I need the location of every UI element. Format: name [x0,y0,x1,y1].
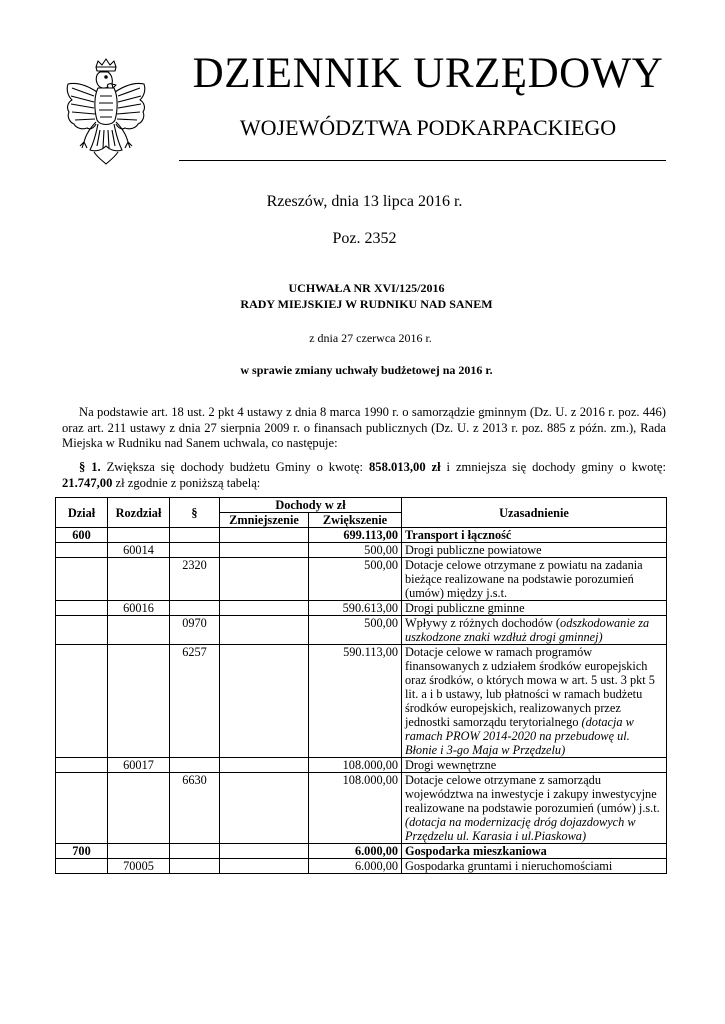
cell-paragraf [170,601,220,616]
cell-dzial [56,558,108,601]
cell-paragraf: 2320 [170,558,220,601]
paragraph-1-text-a: Zwiększa się dochody budżetu Gminy o kwotę: [100,460,369,474]
cell-rozdzial [108,773,170,844]
cell-dzial [56,543,108,558]
cell-dzial: 700 [56,844,108,859]
legal-basis: Na podstawie art. 18 ust. 2 pkt 4 ustawy z dnia 8 marca 1990 r. o samorządzie gminnym (Dz. U. z 2016 r. poz. 446) oraz art. 211 ustawy z dnia 27 sierpnia 2009 r. o finansach publicznych (Dz. U. z 2013 r. poz. 885 z późn. zm.), Rada Miejska w Rudniku nad Sanem uchwala, co następuje: [62,405,666,450]
header-divider [179,160,666,161]
cell-paragraf [170,758,220,773]
cell-rozdzial [108,558,170,601]
position-number: Poz. 2352 [332,230,397,247]
cell-dzial [56,616,108,645]
resolution-date: z dnia 27 czerwca 2016 r. [309,331,432,345]
cell-rozdzial: 70005 [108,859,170,874]
cell-dzial [56,645,108,758]
table-row [56,528,667,543]
table-row [56,773,667,844]
gazette-subtitle: WOJEWÓDZTWA PODKARPACKIEGO [239,115,617,140]
resolution-subject: w sprawie zmiany uchwały budżetowej na 2016 r. [240,363,493,377]
cell-uzasadnienie: Wpływy z różnych dochodów (odszkodowanie za uszkodzone znaki wzdłuż drogi gminnej) [402,616,667,645]
cell-zmniejszenie [220,528,309,543]
budget-table [55,497,667,874]
polish-eagle-emblem-icon [60,58,152,166]
header-zmniejszenie: Zmniejszenie [220,513,309,528]
header-paragraf: § [170,498,220,528]
cell-uzasadnienie: Drogi publiczne gminne [402,601,667,616]
cell-paragraf [170,543,220,558]
cell-note: (dotacja na modernizację dróg dojazdowych w Przędzelu ul. Karasia i ul.Piaskowa) [405,815,636,843]
cell-uzasadnienie: Dotacje celowe w ramach programów finansowanych z udziałem środków europejskich oraz środków, o których mowa w art. 5 ust. 3 pkt 5 lit. a i b ustawy, lub płatności w ramach budżetu środków europejskich, realizowanych przez jednostki samorządu terytorialnego (dotacja w ramach PROW 2014-2020 na przebudowę ul. Błonie i 3-go Maja w Przędzelu) [402,645,667,758]
cell-zmniejszenie [220,543,309,558]
cell-note: odszkodowanie za uszkodzone znaki wzdłuż drogi gminnej) [405,616,650,644]
cell-dzial [56,758,108,773]
cell-zwiekszenie: 500,00 [309,558,402,601]
resolution-council: RADY MIEJSKIEJ W RUDNIKU NAD SANEM [240,297,493,311]
gazette-title: DZIENNIK URZĘDOWY [192,50,664,97]
cell-note: (dotacja w ramach PROW 2014-2020 na przebudowę ul. Błonie i 3-go Maja w Przędzelu) [405,715,634,757]
cell-uzasadnienie: Dotacje celowe otrzymane z samorządu województwa na inwestycje i zakupy inwestycyjne realizowane na podstawie porozumień (umów) j.s.t. (dotacja na modernizację dróg dojazdowych w Przędzelu ul. Karasia i ul.Piaskowa) [402,773,667,844]
cell-paragraf: 6630 [170,773,220,844]
paragraph-1 [62,460,666,491]
cell-uzasadnienie: Gospodarka mieszkaniowa [402,844,667,859]
cell-rozdzial: 60017 [108,758,170,773]
cell-rozdzial [108,528,170,543]
cell-rozdzial: 60014 [108,543,170,558]
table-row [56,543,667,558]
place-date: Rzeszów, dnia 13 lipca 2016 r. [266,193,463,210]
cell-zwiekszenie: 590.613,00 [309,601,402,616]
table-row [56,558,667,601]
table-row [56,601,667,616]
cell-paragraf: 0970 [170,616,220,645]
paragraph-1-text-b: i zmniejsza się dochody gminy o kwotę: [440,460,666,474]
cell-zmniejszenie [220,844,309,859]
cell-zwiekszenie: 500,00 [309,616,402,645]
cell-zmniejszenie [220,773,309,844]
header-dzial: Dział [56,498,108,528]
paragraph-1-amount-b: 21.747,00 [62,475,113,490]
cell-rozdzial [108,844,170,859]
resolution-number: UCHWAŁA NR XVI/125/2016 [288,281,445,295]
table-row [56,844,667,859]
cell-rozdzial [108,616,170,645]
paragraph-1-amount-a: 858.013,00 zł [368,460,441,474]
cell-zmniejszenie [220,758,309,773]
cell-uzasadnienie: Drogi publiczne powiatowe [402,543,667,558]
table-row [56,616,667,645]
header-uzasadnienie: Uzasadnienie [402,498,667,528]
cell-zwiekszenie: 108.000,00 [309,758,402,773]
cell-rozdzial: 60016 [108,601,170,616]
table-header-row [56,498,667,513]
cell-paragraf [170,528,220,543]
paragraph-1-text-c: zł zgodnie z poniższą tabelą: [112,475,261,490]
cell-zwiekszenie: 6.000,00 [309,859,402,874]
cell-zwiekszenie: 6.000,00 [309,844,402,859]
header-dochody: Dochody w zł [220,498,402,513]
cell-dzial [56,859,108,874]
cell-zmniejszenie [220,616,309,645]
cell-zmniejszenie [220,558,309,601]
cell-zwiekszenie: 108.000,00 [309,773,402,844]
cell-uzasadnienie: Dotacje celowe otrzymane z powiatu na zadania bieżące realizowane na podstawie porozumień (umów) między j.s.t. [402,558,667,601]
cell-uzasadnienie: Transport i łączność [402,528,667,543]
cell-dzial [56,601,108,616]
cell-zmniejszenie [220,645,309,758]
cell-zwiekszenie: 590.113,00 [309,645,402,758]
cell-zwiekszenie: 500,00 [309,543,402,558]
paragraph-1-label: § 1. [79,460,101,474]
header-rozdzial: Rozdział [108,498,170,528]
cell-dzial [56,773,108,844]
table-row [56,645,667,758]
cell-uzasadnienie: Gospodarka gruntami i nieruchomościami [402,859,667,874]
cell-zmniejszenie [220,601,309,616]
cell-paragraf [170,844,220,859]
table-row [56,859,667,874]
cell-uzasadnienie: Drogi wewnętrzne [402,758,667,773]
cell-paragraf: 6257 [170,645,220,758]
header-zwiekszenie: Zwiększenie [309,513,402,528]
cell-dzial: 600 [56,528,108,543]
cell-zwiekszenie: 699.113,00 [309,528,402,543]
cell-paragraf [170,859,220,874]
cell-rozdzial [108,645,170,758]
cell-zmniejszenie [220,859,309,874]
table-row [56,758,667,773]
